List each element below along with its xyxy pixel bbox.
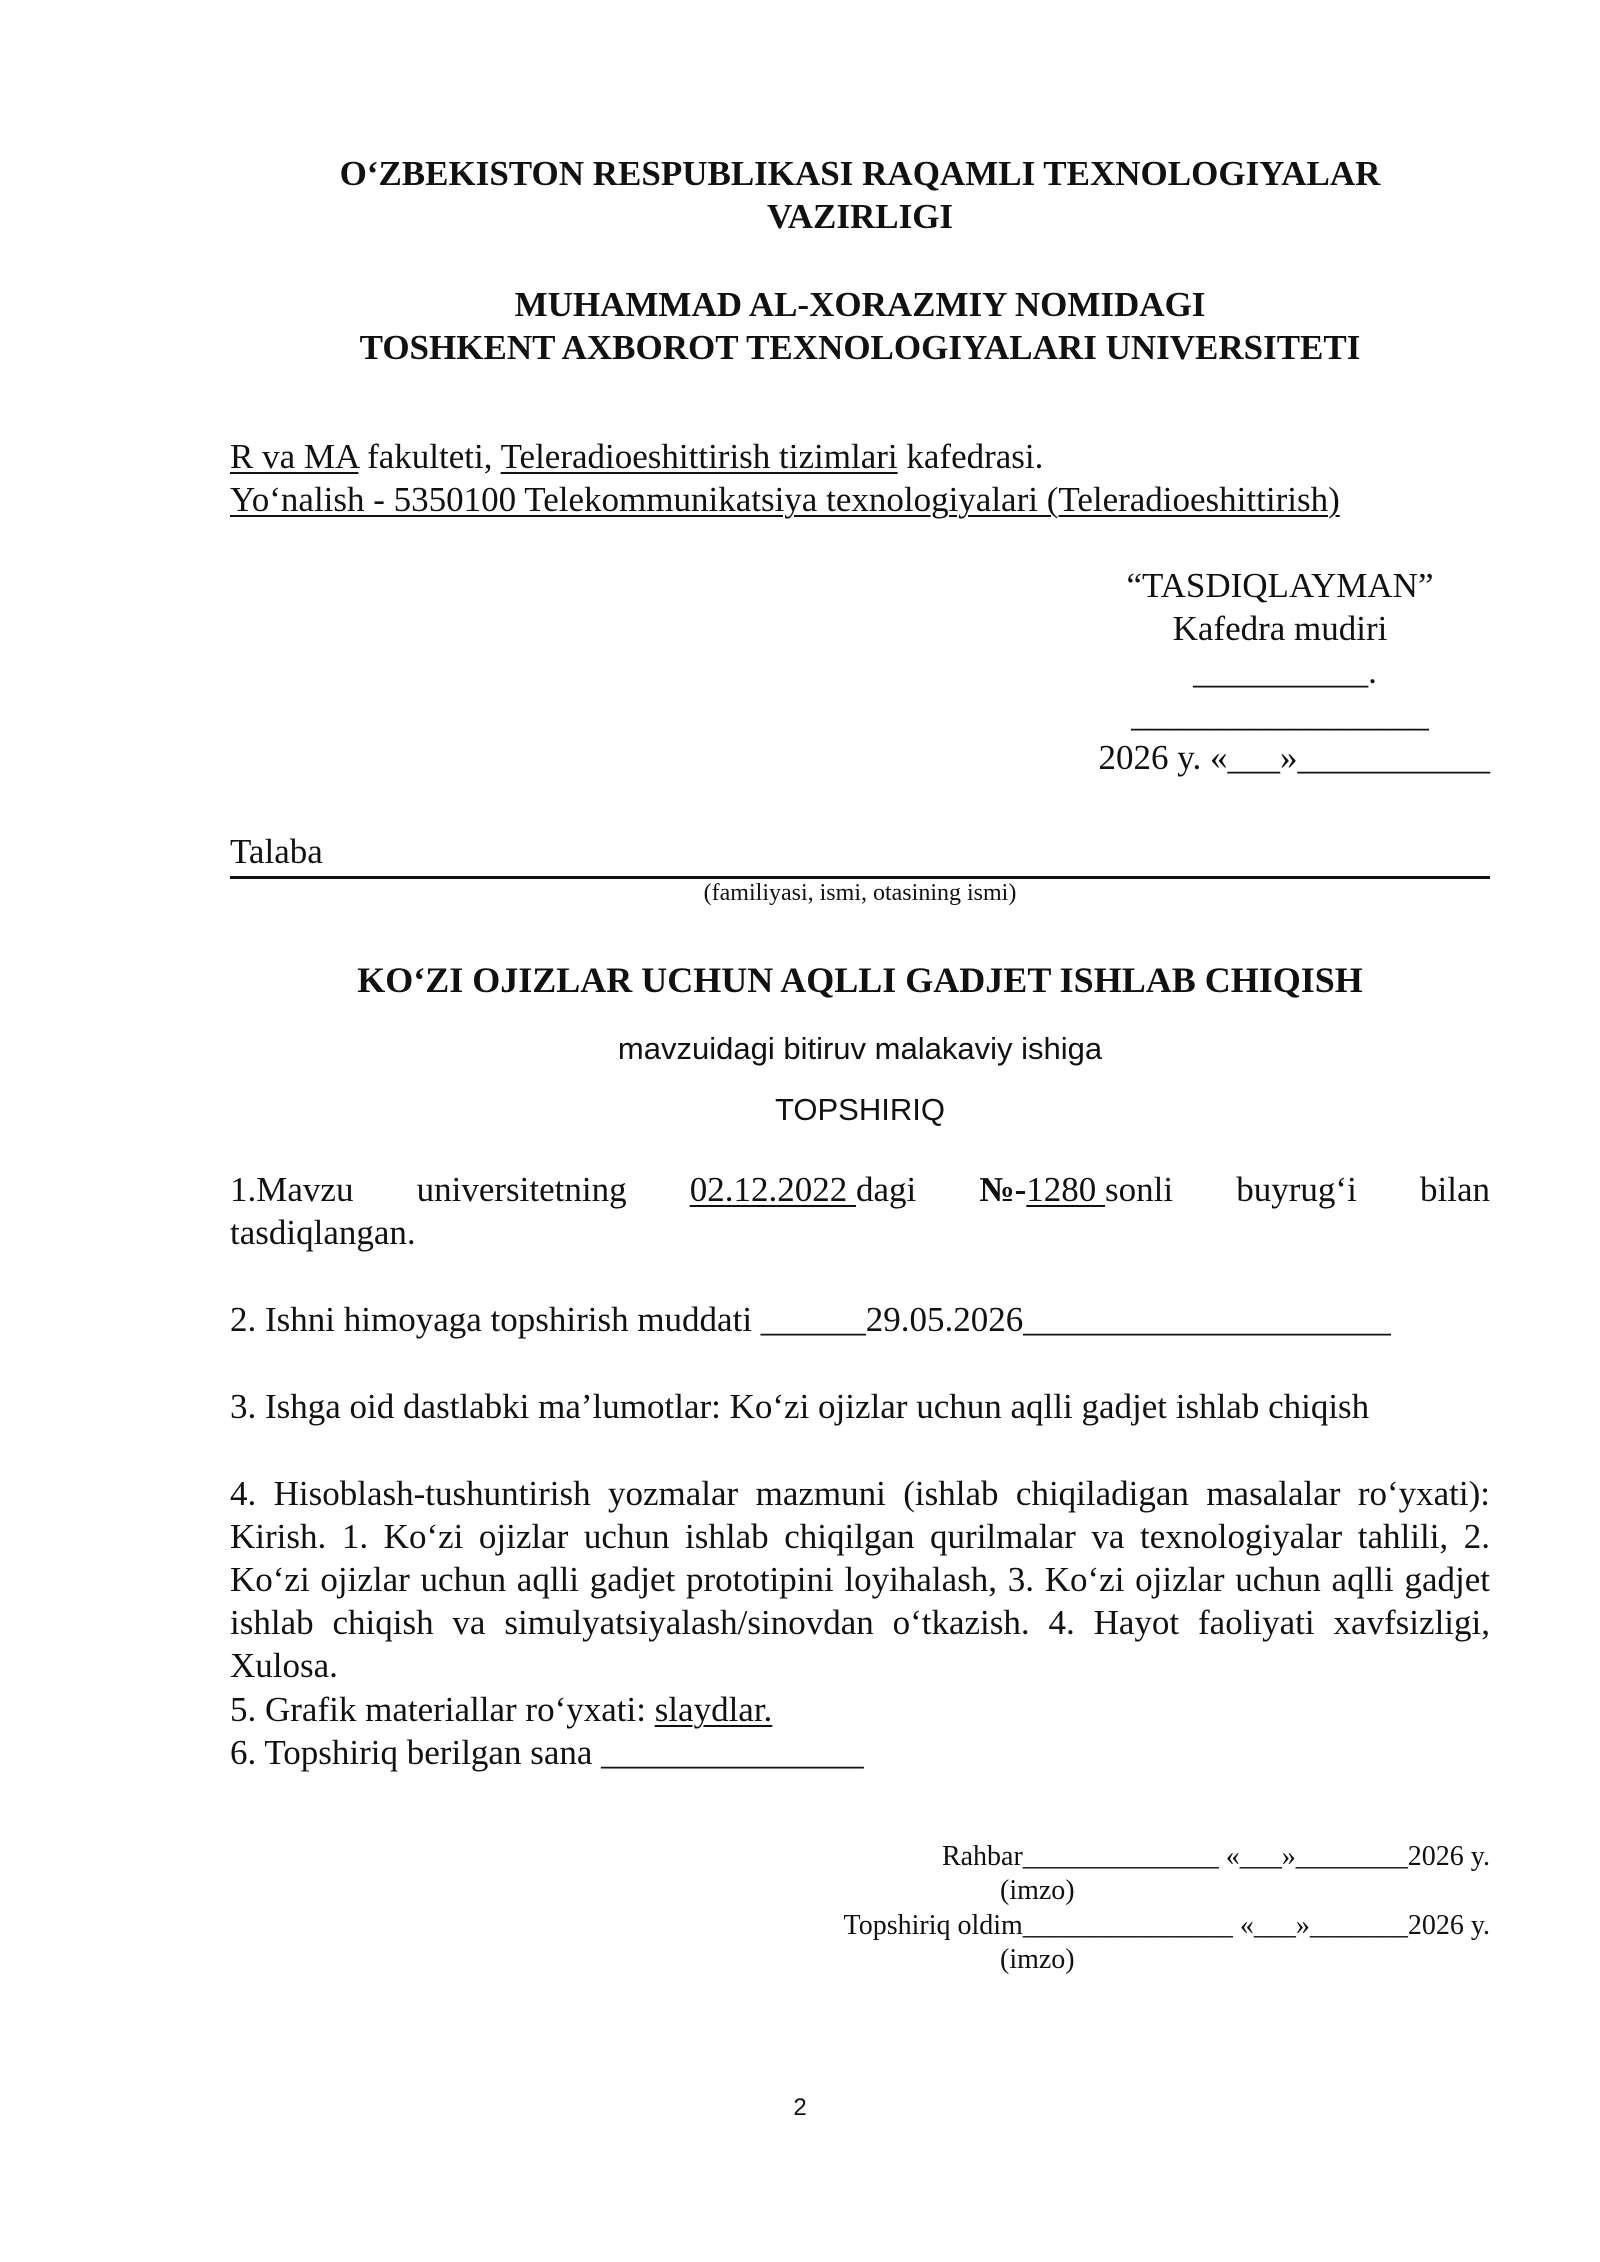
faculty-name: R va MA [230,437,359,476]
approval-role: Kafedra mudiri [1172,609,1388,648]
order-number-prefix: №- [979,1170,1027,1209]
page-number: 2 [793,2094,807,2121]
received-signature: Topshiriq oldim_______________ «___»_______2026 y. [843,1910,1490,1941]
approval-block [1070,564,1490,779]
approval-signature-line: __________. [1193,652,1377,691]
order-number: 1280 [1026,1170,1106,1209]
order-date: 02.12.2022 [689,1170,857,1209]
ministry-line-2: VAZIRLIGI [766,197,954,236]
item1-w6: bilan [1420,1170,1490,1209]
university-line-2: TOSHKENT AXBOROT TEXNOLOGIYALARI UNIVERSITETI [359,328,1361,367]
student-label: Talaba [230,832,323,871]
item1-w3: dagi [856,1170,917,1209]
item5-label: 5. Grafik materiallar ro‘yxati: [230,1690,655,1729]
approval-date: 2026 y. «___»___________ [1098,738,1490,777]
topic-title: KO‘ZI OJIZLAR UCHUN AQLLI GADJET ISHLAB CHIQISH [357,960,1363,1000]
approval-title: “TASDIQLAYMAN” [1126,566,1434,605]
university-header [230,283,1490,369]
student-row [230,832,1490,879]
supervisor-signature-caption: (imzo) [1000,1875,1075,1906]
faculty-suffix: fakulteti, [358,437,501,476]
student-caption: (familiyasi, ismi, otasining ismi) [703,880,1017,906]
ministry-header [230,152,1490,238]
university-line-1: MUHAMMAD AL-XORAZMIY NOMIDAGI [514,285,1206,324]
item-2: 2. Ishni himoyaga topshirish muddati ______29.05.2026_____________________ [230,1300,1391,1339]
item1-w2: universitetning [416,1170,627,1209]
approval-name-line: _________________ [1131,695,1429,734]
item-3: 3. Ishga oid dastlabki ma’lumotlar: Ko‘zi ojizlar uchun aqlli gadjet ishlab chiqish [230,1387,1370,1426]
assignment-heading: TOPSHIRIQ [775,1092,945,1127]
ministry-line-1: O‘ZBEKISTON RESPUBLIKASI RAQAMLI TEXNOLOGIYALAR [339,154,1381,193]
faculty-line [230,435,1043,478]
department-name: Teleradioeshittirish tizimlari [500,437,898,476]
received-signature-caption: (imzo) [1000,1944,1075,1975]
topic-subtitle: mavzuidagi bitiruv malakaviy ishiga [617,1031,1103,1066]
supervisor-signature: Rahbar______________ «___»________2026 y. [941,1841,1490,1872]
item-6: 6. Topshiriq berilgan sana _______________ [230,1733,864,1772]
item5-value: slaydlar. [654,1690,773,1729]
department-suffix: kafedrasi. [897,437,1044,476]
item1-w4: sonli [1105,1170,1174,1209]
item-1 [230,1168,1490,1254]
item1-line2: tasdiqlangan. [230,1213,416,1252]
direction-line: Yo‘nalish - 5350100 Telekommunikatsiya texnologiyalari (Teleradioeshittirish) [230,480,1340,519]
item1-w5: buyrug‘i [1236,1170,1357,1209]
item1-w1: 1.Mavzu [230,1170,354,1209]
item-4: 4. Hisoblash-tushuntirish yozmalar mazmuni (ishlab chiqiladigan masalalar ro‘yxati): Kirish. 1. Ko‘zi ojizlar uchun ishlab chiqilgan qurilmalar va texnologiyalar tahlili, 2. Ko‘zi ojizlar uchun aqlli gadjet prototipini loyihalash, 3. Ko‘zi ojizlar uchun aqlli gadjet ishlab chiqish va simulyatsiyalash/sinovdan o‘tkazish. 4. Hayot faoliyati xavfsizligi, Xulosa. [230,1474,1490,1685]
item-5 [230,1688,1490,1731]
